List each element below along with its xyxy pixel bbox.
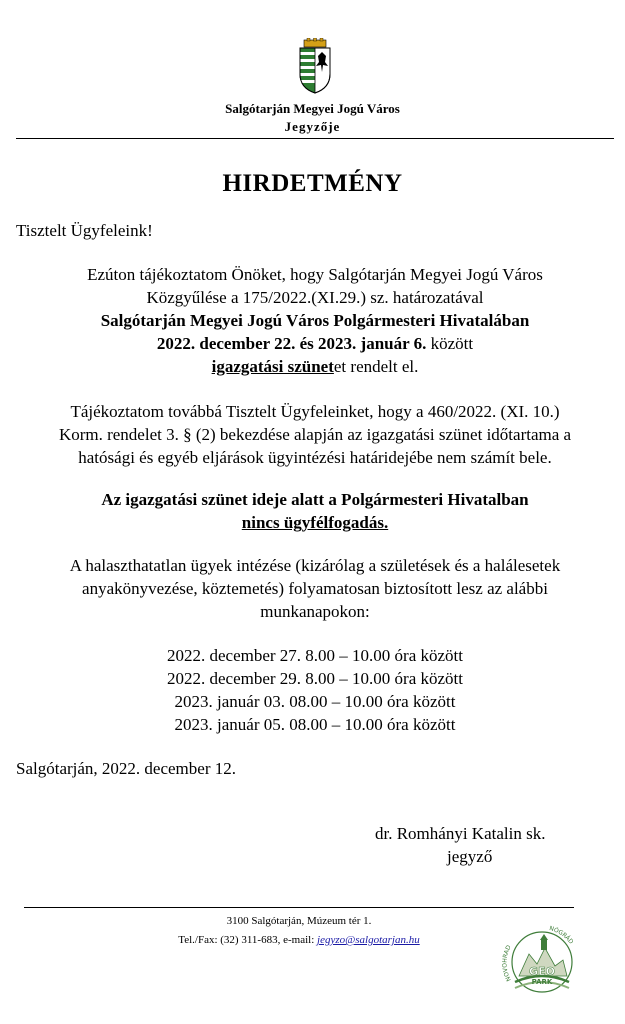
service-date: 2022. december 27. 8.00 – 10.00 óra között	[166, 646, 463, 665]
email-link[interactable]: jegyzo@salgotarjan.hu	[317, 934, 420, 946]
p2-line2: Korm. rendelet 3. § (2) bekezdése alapján az igazgatási szünet időtartama a	[58, 425, 572, 444]
coat-of-arms-logo	[296, 38, 334, 94]
header-divider	[16, 138, 614, 139]
p3-line2: nincs ügyfélfogadás.	[241, 513, 389, 532]
signature-title: jegyző	[447, 847, 493, 866]
paragraph-no-reception	[16, 488, 614, 534]
p3-line1: Az igazgatási szünet ideje alatt a Polgármesteri Hivatalban	[101, 490, 529, 509]
p1-line5	[16, 355, 614, 378]
service-date: 2023. január 05. 08.00 – 10.00 óra között	[174, 715, 456, 734]
footer-divider	[24, 907, 574, 908]
geopark-arc-right: NÓGRÁD	[548, 925, 575, 946]
header-office: Jegyzője	[284, 119, 341, 134]
p4-line1: A halaszthatatlan ügyek intézése (kizárólag a születések és a halálesetek	[69, 556, 561, 575]
greeting: Tisztelt Ügyfeleink!	[16, 221, 153, 240]
paragraph-closure-notice	[16, 263, 614, 378]
closure-period: 2022. december 22. és 2023. január 6.	[156, 334, 427, 353]
geopark-text-main: GEO	[529, 965, 555, 978]
p1-line3: Salgótarján Megyei Jogú Város Polgármesteri Hivatalában	[100, 311, 530, 330]
signature-name: dr. Romhányi Katalin sk.	[375, 824, 546, 843]
paragraph-urgent-cases	[16, 554, 614, 623]
p1-line5-rest: et rendelt el.	[333, 357, 419, 376]
header-city: Salgótarján Megyei Jogú Város	[225, 101, 400, 116]
footer-address: 3100 Salgótarján, Múzeum tér 1.	[226, 915, 372, 927]
closure-term: igazgatási szünet	[211, 357, 334, 376]
p1-line1: Ezúton tájékoztatom Önöket, hogy Salgótarján Megyei Jogú Város	[87, 265, 543, 284]
footer-phone: Tel./Fax: (32) 311-683, e-mail:	[178, 934, 318, 946]
geopark-arc-left: NOVOHRAD	[501, 944, 513, 983]
p2-line3: hatósági és egyéb eljárások ügyintézési határidejébe nem számít bele.	[78, 448, 552, 467]
p4-line2: anyakönyvezése, köztemetés) folyamatosan biztosított lesz az alábbi	[82, 579, 548, 598]
p2-line1: Tájékoztatom továbbá Tisztelt Ügyfeleinket, hogy a 460/2022. (XI. 10.)	[70, 402, 560, 421]
geopark-logo	[497, 920, 587, 998]
place-and-date: Salgótarján, 2022. december 12.	[16, 759, 236, 778]
p4-line3: munkanapokon:	[260, 602, 370, 621]
p1-line2: Közgyűlése a 175/2022.(XI.29.) sz. határozatával	[146, 288, 484, 307]
page-title: HIRDETMÉNY	[222, 170, 403, 197]
p1-line4	[16, 332, 614, 355]
service-date: 2022. december 29. 8.00 – 10.00 óra között	[166, 669, 463, 688]
footer-contact	[24, 934, 574, 946]
service-dates-list	[16, 644, 614, 736]
geopark-text-sub: PARK	[531, 978, 553, 986]
p1-line4-rest: között	[426, 334, 474, 353]
paragraph-legal-note	[16, 400, 614, 469]
service-date: 2023. január 03. 08.00 – 10.00 óra között	[174, 692, 456, 711]
